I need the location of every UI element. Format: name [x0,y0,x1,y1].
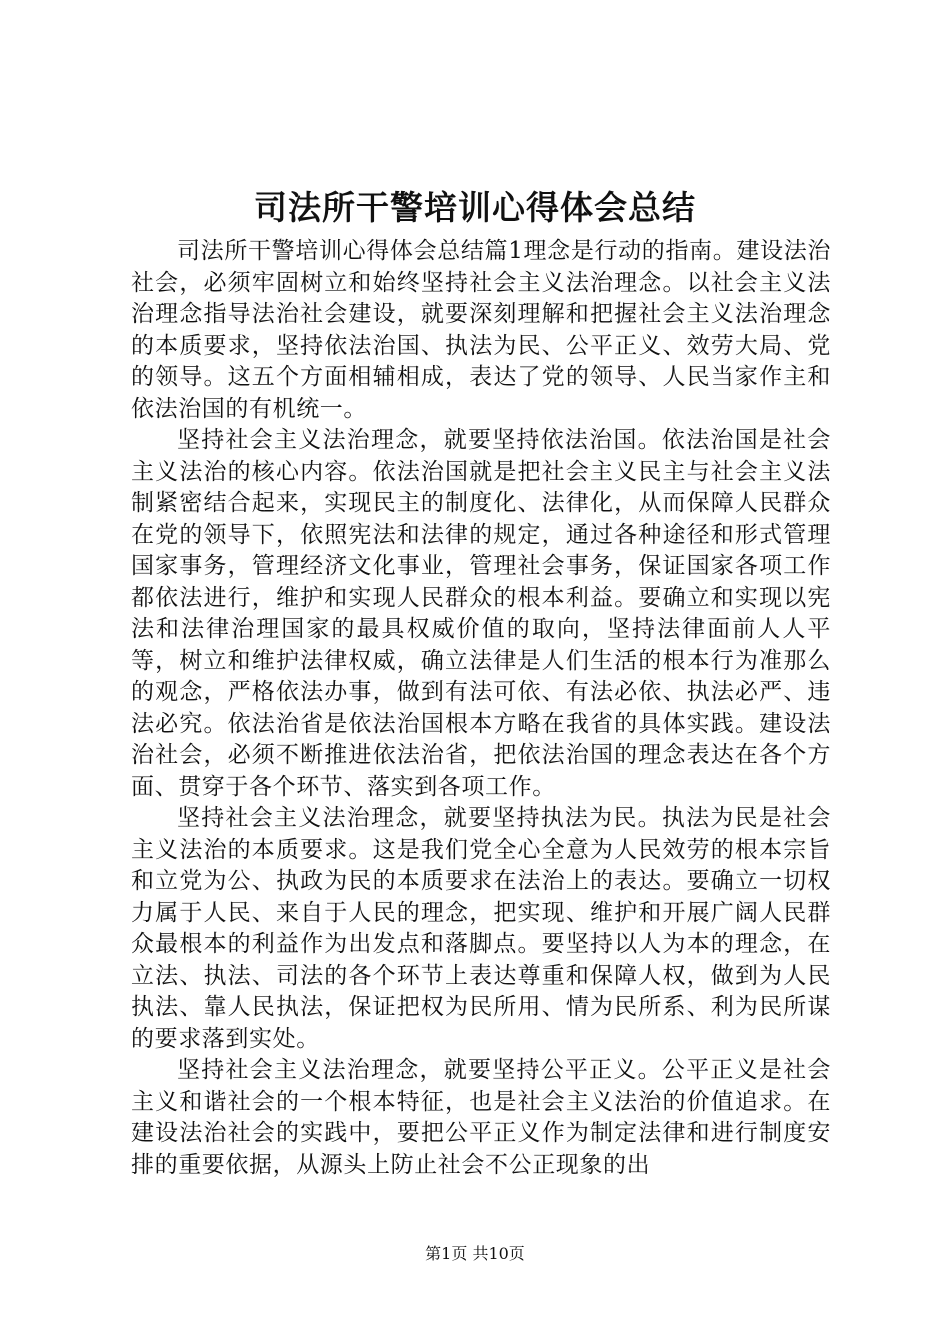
paragraph-2: 坚持社会主义法治理念，就要坚持依法治国。依法治国是社会主义法治的核心内容。依法治国就是把社会主义民主与社会主义法制紧密结合起来，实现民主的制度化、法律化，从而保障人民群众在党的领导下，依照宪法和法律的规定，通过各种途径和形式管理国家事务，管理经济文化事业，管理社会事务，保证国家各项工作都依法进行，维护和实现人民群众的根本利益。要确立和实现以宪法和法律治理国家的最具权威价值的取向，坚持法律面前人人平等，树立和维护法律权威，确立法律是人们生活的根本行为准那么的观念，严格依法办事，做到有法可依、有法必依、执法必严、违法必究。依法治省是依法治国根本方略在我省的具体实践。建设法治社会，必须不断推进依法治省，把依法治国的理念表达在各个方面、贯穿于各个环节、落实到各项工作。 [131,427,831,800]
page-number: 第1页 共10页 [425,1244,525,1263]
document-body [131,236,831,1181]
document-title: 司法所干警培训心得体会总结 [254,188,696,227]
paragraph-1: 司法所干警培训心得体会总结篇1理念是行动的指南。建设法治社会，必须牢固树立和始终坚持社会主义法治理念。以社会主义法治理念指导法治社会建设，就要深刻理解和把握社会主义法治理念的本质要求，坚持依法治国、执法为民、公平正义、效劳大局、党的领导。这五个方面相辅相成，表达了党的领导、人民当家作主和依法治国的有机统一。 [131,238,831,422]
paragraph-3: 坚持社会主义法治理念，就要坚持执法为民。执法为民是社会主义法治的本质要求。这是我们党全心全意为人民效劳的根本宗旨和立党为公、执政为民的本质要求在法治上的表达。要确立一切权力属于人民、来自于人民的理念，把实现、维护和开展广阔人民群众最根本的利益作为出发点和落脚点。要坚持以人为本的理念，在立法、执法、司法的各个环节上表达尊重和保障人权，做到为人民执法、靠人民执法，保证把权为民所用、情为民所系、利为民所谋的要求落到实处。 [131,805,831,1052]
paragraph-4: 坚持社会主义法治理念，就要坚持公平正义。公平正义是社会主义和谐社会的一个根本特征，也是社会主义法治的价值追求。在建设法治社会的实践中，要把公平正义作为制定法律和进行制度安排的重要依据，从源头上防止社会不公正现象的出 [131,1057,831,1178]
page-footer [0,1243,950,1265]
